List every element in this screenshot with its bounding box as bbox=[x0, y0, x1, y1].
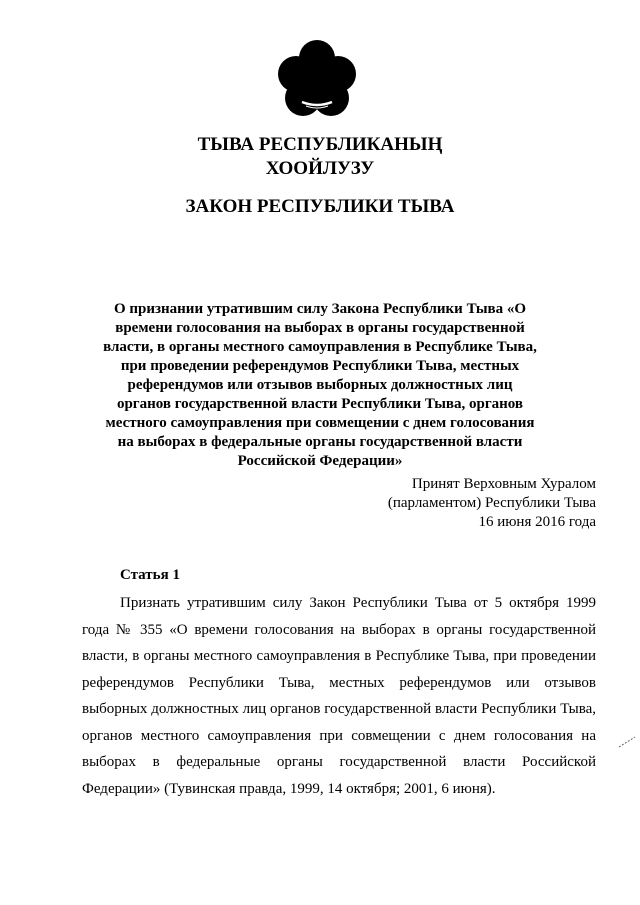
law-name: О признании утратившим силу Закона Республики Тыва «О времени голосования на выборах в органы государственной власти, в органы местного самоуправления в Республике Тыва, при проведении референдумов Республики Тыва, местных референдумов или отзывов выборных должностных лиц органов государственной власти Республики Тыва, органов местного самоуправления при совмещении с днем голосования на выборах в федеральные органы государственной власти Российской Федерации» bbox=[103, 301, 537, 469]
adoption-line1: Принят Верховным Хуралом bbox=[411, 476, 596, 492]
adoption-line2: (парламентом) Республики Тыва bbox=[387, 495, 596, 511]
article-1-text: Признать утратившим силу Закон Республики Тыва от 5 октября 1999 года № 355 «О времени голосования на выборах в органы государственной власти, в органы местного самоуправления в Республике Тыва, при проведении референдумов Республики Тыва, местных референдумов или отзывов выборных должностных лиц органов государственной власти Республики Тыва, органов местного самоуправления при совмещении с днем голосования на выборах в федеральные органы государственной власти Российской Федерации» (Тувинская правда, 1999, 14 октября; 2001, 6 июня). bbox=[82, 595, 596, 797]
article-1-title: Статья 1 bbox=[120, 567, 180, 583]
margin-mark-icon bbox=[618, 735, 636, 749]
title-tuvan-line1: ТЫВА РЕСПУБЛИКАНЫҢ bbox=[197, 134, 443, 155]
document-title-tuvan bbox=[0, 133, 640, 181]
adoption-info bbox=[388, 475, 596, 532]
document-title-russian: ЗАКОН РЕСПУБЛИКИ ТЫВА bbox=[185, 196, 455, 217]
title-tuvan-line2: ХООЙЛУЗУ bbox=[265, 158, 375, 179]
tuva-emblem-icon bbox=[276, 38, 358, 120]
adoption-date: 16 июня 2016 года bbox=[478, 514, 596, 530]
